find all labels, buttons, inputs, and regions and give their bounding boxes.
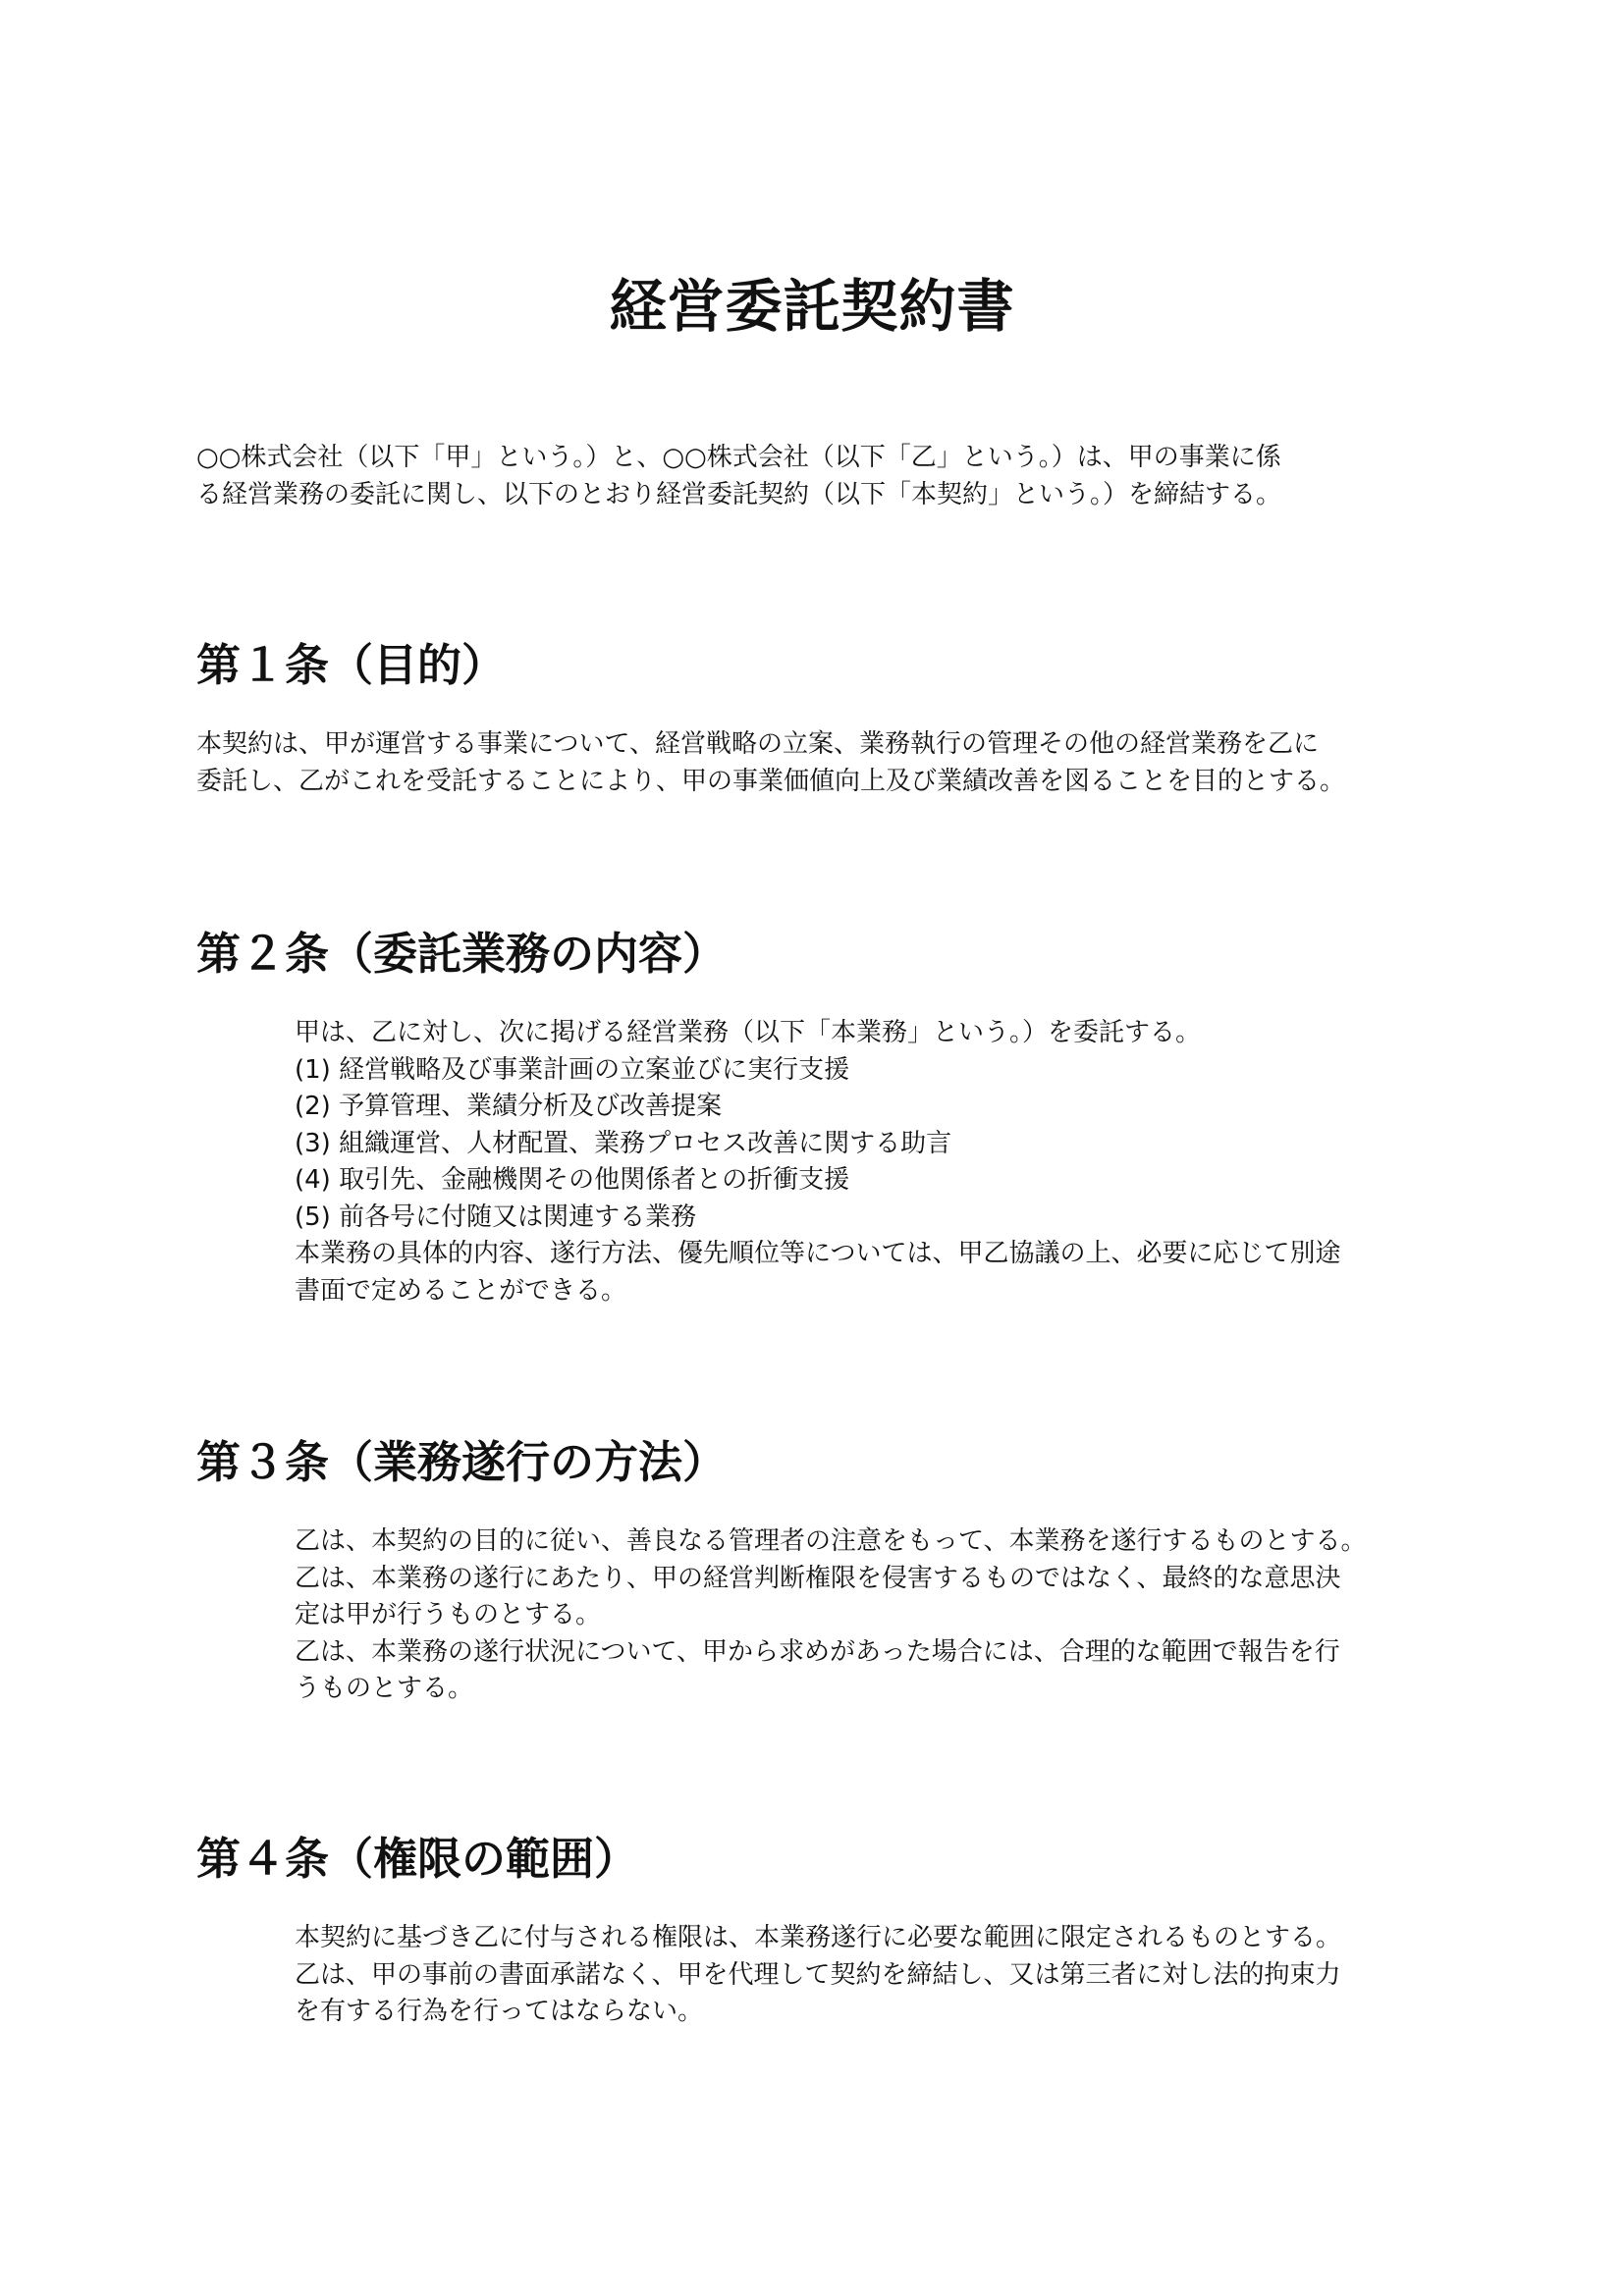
- article-2-item-5: (5) 前各号に付随又は関連する業務: [295, 1201, 697, 1232]
- article-2-item-3: (3) 組織運営、人材配置、業務プロセス改善に関する助言: [295, 1128, 952, 1158]
- article-4-heading: 第４条（権限の範囲）: [196, 1833, 639, 1885]
- article-2-intro: 甲は、乙に対し、次に掲げる経営業務（以下「本業務」という。）を委託する。: [295, 1018, 1202, 1047]
- article-1-body: 本契約は、甲が運営する事業について、経営戦略の立案、業務執行の管理その他の経営業務を乙に 委託し、乙がこれを受託することにより、甲の事業価値向上及び業績改善を図ることを目的とする。: [196, 729, 1346, 796]
- article-2-note: 本業務の具体的内容、遂行方法、優先順位等については、甲乙協議の上、必要に応じて別途 書面で定めることができる。: [295, 1239, 1341, 1306]
- article-4-body: [295, 1920, 1473, 2031]
- article-2-item-2: (2) 予算管理、業績分析及び改善提案: [295, 1092, 723, 1121]
- article-2-item-4: (4) 取引先、金融機関その他関係者との折衝支援: [295, 1165, 850, 1195]
- article-4-clause-2: 乙は、甲の事前の書面承諾なく、甲を代理して契約を締結し、又は第三者に対し法的拘束力 を有する行為を行ってはならない。: [295, 1959, 1341, 2026]
- article-2-heading: 第２条（委託業務の内容）: [196, 928, 728, 980]
- article-2-item-1: (1) 経営戦略及び事業計画の立案並びに実行支援: [295, 1054, 850, 1085]
- article-3-clause-1: 乙は、本契約の目的に従い、善良なる管理者の注意をもって、本業務を遂行するものとする。: [295, 1526, 1367, 1556]
- article-4-clause-1: 本契約に基づき乙に付与される権限は、本業務遂行に必要な範囲に限定されるものとする。: [295, 1923, 1342, 1952]
- article-3-clause-3: 乙は、本業務の遂行状況について、甲から求めがあった場合には、合理的な範囲で報告を行 うものとする。: [295, 1636, 1340, 1703]
- preamble: ○○株式会社（以下「甲」という。）と、○○株式会社（以下「乙」という。）は、甲の事業に係 る経営業務の委託に関し、以下のとおり経営委託契約（以下「本契約」という。）を締結する。: [196, 443, 1282, 509]
- article-3-body: [295, 1523, 1473, 1708]
- article-3-heading: 第３条（業務遂行の方法）: [196, 1436, 728, 1488]
- article-1-heading: 第１条（目的）: [196, 639, 507, 691]
- article-3-clause-2: 乙は、本業務の遂行にあたり、甲の経営判断権限を侵害するものではなく、最終的な意思決 定は甲が行うものとする。: [295, 1563, 1341, 1629]
- article-2-body: [295, 1015, 1473, 1309]
- document-title: 経営委託契約書: [609, 273, 1015, 340]
